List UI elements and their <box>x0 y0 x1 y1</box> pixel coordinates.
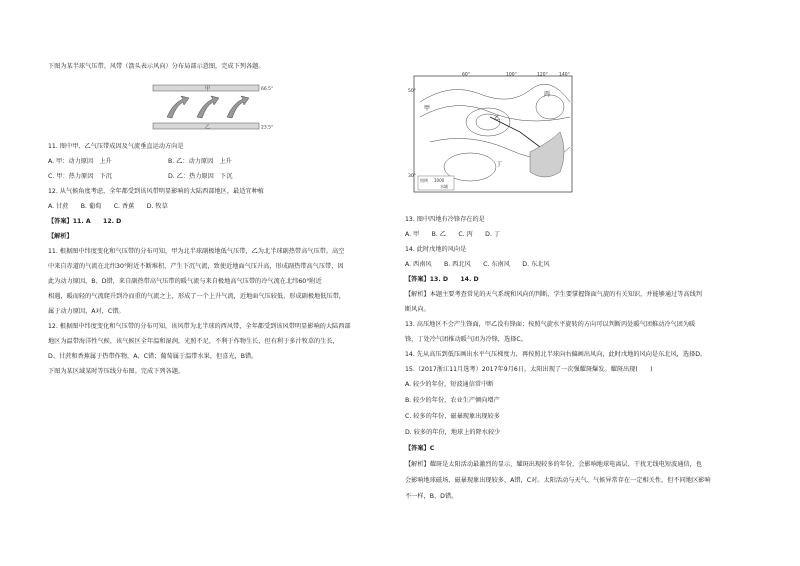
analysis-title: 【解析】 <box>48 233 73 240</box>
lat-23: 23.5° <box>261 125 274 131</box>
legend-isobar: 1000 <box>434 178 445 183</box>
analysis-12-line3: D、甘蔗和香蕉属于热带作物，A、C错；葡萄属于温带水果，但喜光，B错。 <box>48 353 258 360</box>
wind-arrows <box>167 96 249 118</box>
intro-text: 下图为某半球气压带、风带（箭头表示风向）分布局部示意图，完成下列各题。 <box>48 63 265 70</box>
label-yi: 乙 <box>205 124 211 131</box>
q13-options: A. 甲 B. 乙 C. 丙 D. 丁 <box>405 231 501 238</box>
q14-stem: 14. 此时戊地的风向是 <box>405 246 467 253</box>
analysis-15-line3: 不一样，B、D错。 <box>405 493 458 500</box>
analysis-13-line2: 锋，丁处冷气团推动暖气团为冷锋，选择C。 <box>405 336 527 343</box>
analysis-11-line3: 此为动力原因，B、D错，来自副热带高气压带的暖气流与来自极地高气压带的冷气流在北纬60°附近 <box>48 278 322 285</box>
wind-arrow-3 <box>227 96 249 118</box>
lon-100: 100° <box>506 72 517 78</box>
wind-arrow-1 <box>167 96 189 118</box>
lat-66: 66.5° <box>261 87 274 92</box>
outro-text: 下图为某区域某时等压线分布图。完成下列各题。 <box>48 368 185 375</box>
analysis-11-line1: 11. 根据图中纬度变化和气压带的分布可知，甲为北半球副极地低气压带，乙为北半球副热带高气压带。高空 <box>48 248 345 255</box>
lon-60: 60° <box>462 72 470 78</box>
analysis-11-line2: 中来自赤道的气流在北纬30°附近不断堆积，产生下沉气流，致使近地面气压升高，形成副热带高气压带，因 <box>48 263 344 270</box>
q14-options: A. 西南风 B. 西北风 C. 东南风 D. 东北风 <box>405 261 550 268</box>
analysis-15-line2: 会影响地球磁场，磁暴现象出现较多，A错，C对。太阳活动与天气、气候异常存在一定相关性，但不同地区影响 <box>405 477 711 484</box>
lon-140: 140° <box>559 72 570 78</box>
isobar-map-figure <box>410 72 578 197</box>
answer-11-12: 【答案】11. A 12. D <box>48 218 122 225</box>
legend-water: 水域 <box>440 184 448 189</box>
q11-stem: 11. 图中甲、乙气压带成因及气流垂直运动方向是 <box>48 143 184 150</box>
q12-options: A. 甘蔗 B. 葡萄 C. 香蕉 D. 牧草 <box>48 203 168 210</box>
q11-option-c: C. 甲：热力原因 下沉 <box>48 173 112 180</box>
label-bing-map: 丙 <box>544 91 551 98</box>
wind-arrow-2 <box>197 96 219 118</box>
analysis-11-line5: 属于动力原因，A对，C错。 <box>48 308 125 315</box>
label-ding-map: 丁 <box>496 161 503 168</box>
lat-50: 50° <box>408 89 416 94</box>
q15-option-d: D. 较多的年份，地球上的降水较少 <box>405 429 501 436</box>
q15-stem: 15.（2017浙江11月选考）2017年9月6日，太阳出现了一次强耀斑爆发。耀斑出现( ) <box>405 366 653 373</box>
q15-option-b: B. 较少的年份，农业生产倾向增产 <box>405 397 500 404</box>
label-jia-map: 甲 <box>424 105 431 112</box>
analysis-12-line2: 地区为温带海洋性气候，该气候区全年温和湿润，光照不足，不利于作物生长，但有利于多汁牧草的生长， <box>48 338 339 345</box>
q11-option-d: D. 乙：热力原因 下沉 <box>168 173 233 180</box>
legend-title: 图例 <box>420 178 428 183</box>
analysis-15-line1: 【解析】耀斑是太阳活动最激烈的显示，耀斑出现较多的年份，会影响地球电离层，干扰无线电短波通信，也 <box>405 461 702 468</box>
label-jia: 甲 <box>205 86 211 92</box>
analysis-13-14-line2: 断风向。 <box>405 306 430 313</box>
answer-15: 【答案】C <box>405 445 435 452</box>
q12-stem: 12. 从气候角度考虑，全年都受到该风带明显影响的大陆西部地区，最适宜种植 <box>48 188 264 195</box>
pressure-belt-figure <box>153 83 273 131</box>
lon-120: 120° <box>537 72 548 78</box>
analysis-12-line1: 12. 根据图中纬度变化和气压带的分布可知，该风带为北半球的西风带，全年都受到该风带明显影响的大陆西部 <box>48 323 351 330</box>
analysis-13-14-line1: 【解析】本题主要考查常见的天气系统和风向的判断，学生要掌握锋面气旋的有关知识，并能够通过等高线判 <box>405 291 702 298</box>
analysis-14: 14. 先从高压到低压画出水平气压梯度力，再按照北半球向右偏画出风向，此时戊地的风向是东北风，选择D。 <box>405 351 707 358</box>
answer-13-14: 【答案】13. D 14. D <box>405 276 479 283</box>
q11-option-b: B. 乙：动力原因 上升 <box>168 158 232 165</box>
q13-stem: 13. 图中四地有冷锋存在的是 <box>405 216 485 223</box>
q11-option-a: A. 甲：动力原因 上升 <box>48 158 112 165</box>
lat-30: 30° <box>408 174 416 179</box>
analysis-11-line4: 相遇，暖而轻的气流爬升到冷而重的气流之上，形成了一个上升气流，近地面气压较低，形成副极地低压带， <box>48 293 345 300</box>
q15-option-c: C. 较多的年份，磁暴现象出现较多 <box>405 413 500 420</box>
label-yi-map: 乙 <box>494 115 501 122</box>
analysis-13-line1: 13. 高压地区不会产生锋面，甲乙没有锋面；按照气旋水平旋转的方向可以判断丙处暖气团推动冷气团为暖 <box>405 321 696 328</box>
q15-option-a: A. 较少的年份，短波通信常中断 <box>405 381 494 388</box>
